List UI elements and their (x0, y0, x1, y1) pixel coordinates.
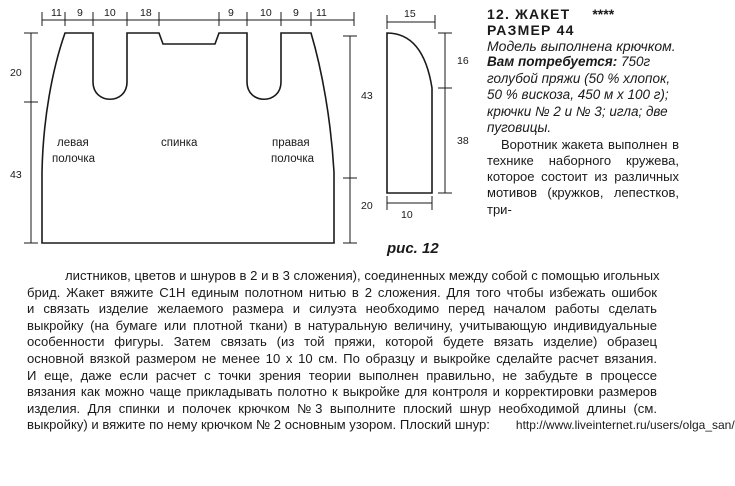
label-back: спинка (161, 137, 198, 149)
top-dim-2: 9 (77, 7, 83, 19)
pattern-size: РАЗМЕР 44 (487, 22, 575, 38)
left-dim-armhole: 20 (10, 67, 22, 79)
label-right-front-2: полочка (271, 153, 315, 165)
top-dimension-line (42, 12, 354, 26)
difficulty-stars: **** (592, 6, 615, 22)
body-line: вязания как можно чаще прикладывать полотно к выкройке для контроля и корректировки размеров (27, 384, 657, 400)
body-line: изделия. Для спинки и полочек крючком №3 выполните плоский шнур необходимой длины (см. (27, 400, 657, 416)
label-left-front-1: левая (57, 137, 89, 149)
left-dimension-line (24, 33, 38, 243)
materials-label: Вам потребуется: (487, 54, 618, 69)
right-dim-body: 43 (361, 90, 373, 102)
body-text (27, 268, 735, 434)
sleeve-length: 38 (457, 135, 469, 147)
sleeve-right-dimension (438, 33, 452, 193)
body-line: основной вязкой размером не менее 10 х 10 см. По образцу и выкройке сделайте расчет вязания. (27, 350, 657, 366)
sleeve-pattern-outline (387, 33, 432, 193)
sleeve-bottom-width: 10 (401, 209, 413, 221)
watermark-url: http://www.liveinternet.ru/users/olga_san/ (515, 418, 735, 433)
sleeve-bottom-dimension (387, 196, 432, 210)
top-dim-5: 9 (228, 7, 234, 19)
side-column (487, 7, 679, 218)
top-dim-7: 9 (293, 7, 299, 19)
materials (487, 54, 679, 137)
top-dim-3: 10 (104, 7, 116, 19)
body-line-last: выкройку) и вяжите по нему крючком № 2 основным узором. Плоский шнур: http://www.liveinternet.ru/users/olga_san/ (27, 417, 735, 433)
top-dim-1: 11 (51, 7, 62, 19)
figure-caption: рис. 12 (387, 240, 439, 257)
materials-text: 750г голубой пряжи (50 % хлопок, 50 % вискоза, 450 м х 100 г); крючки № 2 и № 3; игла; две пуговицы. (487, 54, 671, 135)
model-note: Модель выполнена крючком. (487, 38, 676, 54)
body-line: И еще, даже если расчет с точки зрения теории выполнен правильно, не забудьте в процессе (27, 367, 657, 383)
right-dim-lower: 20 (361, 200, 373, 212)
body-line: и связать изделие желаемого размера и силуэта необходимо перед началом работы сделать (27, 301, 657, 317)
top-dim-8: 11 (316, 7, 327, 19)
label-left-front-2: полочка (52, 153, 96, 165)
top-dim-6: 10 (260, 7, 272, 19)
label-right-front-1: правая (272, 137, 310, 149)
intro-paragraph: Воротник жакета выполнен в технике наборного кружева, которое состоит из различных мотивов (кружков, лепестков, три- (487, 136, 679, 217)
sleeve-cap-height: 16 (457, 55, 469, 67)
left-dim-body: 43 (10, 169, 22, 181)
sleeve-top-width: 15 (404, 8, 416, 20)
top-dim-4: 18 (140, 7, 152, 19)
body-line: выкройку (на бумаге или плотной ткани) в натуральную величину, учитывающую индивидуальные (27, 317, 657, 333)
pattern-title: 12. ЖАКЕТ **** (487, 6, 615, 22)
right-dimension-line (343, 36, 357, 243)
body-line: брид. Жакет вяжите С1Н единым полотном нитью в 2 сложения. Для того чтобы избежать ошибок (27, 284, 657, 300)
body-line: особенности фигуры. Затем связать (из той пряжи, которой будете вязать изделие) образец (27, 334, 657, 350)
body-line: листников, цветов и шнуров в 2 и в 3 сложения), соединенных между собой с помощью игольных (65, 268, 660, 283)
